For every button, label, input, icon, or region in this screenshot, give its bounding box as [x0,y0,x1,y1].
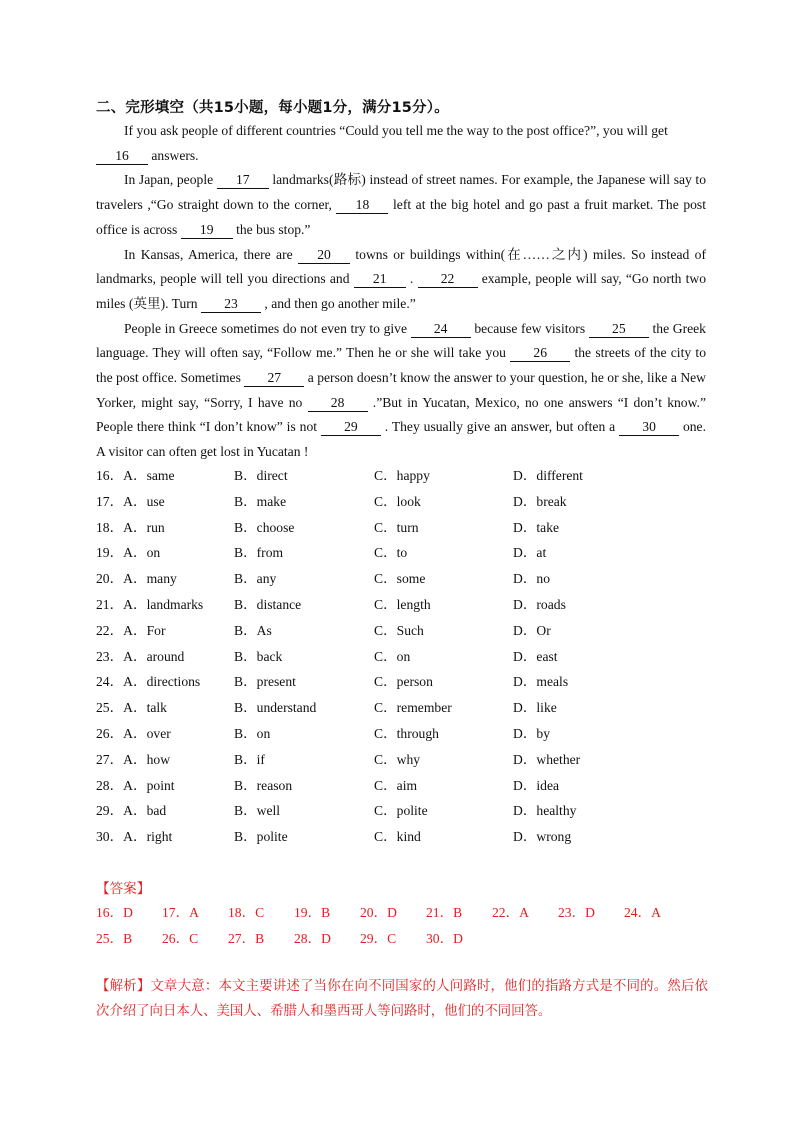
answer-item: 30．D [426,931,464,946]
option-b: B．understand [234,700,317,716]
option-d: D．idea [513,777,560,793]
blank-19: 19 [181,222,233,239]
option-a: 29．A．bad [96,803,167,819]
answer-heading: 【答案】 [96,881,151,897]
option-b: B．reason [234,777,293,793]
option-d: D．at [513,545,547,561]
blank-17: 17 [217,172,269,189]
option-d: D．wrong [513,829,572,845]
blank-21: 21 [354,271,406,288]
passage-text: .”But in Yucatan, Mexico, no one answers “I don’t know.” People there think “I don’t know” is not [96,394,706,435]
passage-text: towns or buildings within(在……之内) miles. So instead of landmarks, people will tell you directions and [96,246,706,287]
option-row [96,541,716,567]
passage-text: the Greek language. They will often say, “Follow me.” Then he or she will take you [96,320,706,361]
answer-item: 17．A [162,905,200,920]
passage-text: In Kansas, America, there are [124,246,299,262]
option-b: B．polite [234,829,288,845]
option-a: 22．A．For [96,622,166,638]
answer-item: 25．B [96,931,133,946]
passage-paragraph-3 [96,243,706,317]
option-d: D．whether [513,751,581,767]
option-row [96,670,716,696]
answer-item: 22．A [492,905,530,920]
answer-item: 28．D [294,931,332,946]
option-d: D．meals [513,674,569,690]
option-d: D．break [513,493,567,509]
option-d: D．roads [513,596,566,612]
option-a: 19．A．on [96,545,161,561]
option-c: C．on [374,648,411,664]
answer-item: 27．B [228,931,265,946]
passage-paragraph-4 [96,317,706,465]
passage-text: People in Greece sometimes do not even try to give [124,320,411,336]
answer-item: 16．D [96,905,134,920]
option-c: C．kind [374,829,421,845]
option-d: D．no [513,571,551,587]
passage-text: . [405,271,418,287]
option-a: 23．A．around [96,648,185,664]
answer-key [96,901,716,953]
option-b: B．direct [234,468,288,483]
section-heading: 二、完形填空（共15小题，每小题1分，满分15分）。 [96,100,449,116]
option-row [96,748,716,774]
option-row [96,593,716,619]
blank-18: 18 [336,197,388,214]
passage-text: the streets of the city to the post office. Sometimes [96,345,706,386]
option-a: 26．A．over [96,725,171,741]
passage-text: landmarks(路标) instead of street names. For example, the Japanese will say to travelers ,“Go straight down to the corner, [96,172,706,213]
blank-22: 22 [418,271,478,288]
option-a: 27．A．how [96,751,171,767]
option-c: C．happy [374,468,430,483]
option-b: B．As [234,622,272,638]
option-a: 28．A．point [96,777,175,793]
option-a: 30．A．right [96,829,173,845]
passage-text: answers. [148,147,199,163]
option-b: B．well [234,803,281,819]
answer-item: 20．D [360,905,398,920]
passage-text: , and then go another mile.” [261,295,416,311]
passage-text: one. A visitor can often get lost in Yucatan ! [96,419,706,460]
option-c: C．why [374,751,421,767]
answer-item: 23．D [558,905,596,920]
option-a: 25．A．talk [96,700,167,716]
option-d: D．east [513,648,558,664]
option-a: 20．A．many [96,571,177,587]
blank-30: 30 [619,419,679,436]
passage-text: the bus stop.” [232,221,311,237]
answer-item: 29．C [360,931,397,946]
passage-text: a person doesn’t know the answer to your question, he or she, like a New Yorker, might say, “Sorry, I have no [96,370,706,410]
option-b: B．present [234,674,296,690]
answer-item: 26．C [162,931,199,946]
option-c: C．to [374,545,408,561]
option-c: C．aim [374,777,418,793]
answer-options-list [96,464,716,851]
passage-paragraph-2 [96,168,706,242]
blank-24: 24 [411,321,471,338]
option-c: C．through [374,725,439,741]
option-a: 16．A．same [96,468,175,483]
option-c: C．remember [374,700,452,716]
option-row [96,825,716,851]
option-c: C．turn [374,519,419,535]
passage-text: because few visitors [470,320,589,336]
answer-row [96,927,716,953]
option-c: C．person [374,674,433,690]
blank-28: 28 [308,395,368,412]
answer-item: 21．B [426,905,463,920]
blank-20: 20 [298,247,350,264]
option-c: C．polite [374,803,428,819]
answer-item: 18．C [228,905,265,920]
option-c: C．look [374,493,421,509]
option-a: 21．A．landmarks [96,596,204,612]
passage-text: . They usually give an answer, but often a [380,419,620,435]
option-c: C．length [374,596,431,612]
option-b: B．on [234,725,271,741]
option-d: D．Or [513,622,551,638]
blank-29: 29 [321,419,381,436]
option-b: B．distance [234,596,302,612]
option-row [96,567,716,593]
blank-26: 26 [510,345,570,362]
passage-text: In Japan, people [124,172,217,188]
answer-row [96,901,716,927]
option-b: B．make [234,493,287,509]
option-a: 17．A．use [96,493,165,509]
option-row [96,774,716,800]
cloze-passage [96,119,706,465]
passage-text: If you ask people of different countries “Could you tell me the way to the post office?”, you will get [124,123,668,138]
option-d: D．by [513,725,551,741]
option-d: D．like [513,700,557,716]
option-d: D．take [513,519,560,535]
option-c: C．some [374,571,426,587]
option-a: 24．A．directions [96,674,201,690]
option-row [96,619,716,645]
option-b: B．from [234,545,284,561]
option-b: B．back [234,648,283,664]
option-b: B．choose [234,519,295,535]
blank-16: 16 [96,148,148,165]
option-row [96,490,716,516]
passage-paragraph-1 [96,119,706,168]
option-d: D．healthy [513,803,577,819]
option-c: C．Such [374,622,424,638]
option-d: D．different [513,468,583,483]
analysis-text: 【解析】文章大意：本文主要讲述了当你在向不同国家的人问路时，他们的指路方式是不同的。然后依次介绍了向日本人、美国人、希腊人和墨西哥人等问路时，他们的不同回答。 [96,979,708,1019]
answer-item: 24．A [624,905,662,920]
blank-27: 27 [244,370,304,387]
answer-item: 19．B [294,905,331,920]
passage-text: example, people will say, “Go north two miles (英里). Turn [96,271,707,311]
option-row [96,799,716,825]
option-b: B．if [234,751,265,767]
option-a: 18．A．run [96,519,165,535]
option-row [96,516,716,542]
blank-23: 23 [201,296,261,313]
blank-25: 25 [589,321,649,338]
option-row [96,722,716,748]
option-row [96,464,716,490]
option-row [96,696,716,722]
option-row [96,645,716,671]
passage-text: left at the big hotel and go past a fruit market. The post office is across [96,197,706,237]
option-b: B．any [234,571,277,587]
